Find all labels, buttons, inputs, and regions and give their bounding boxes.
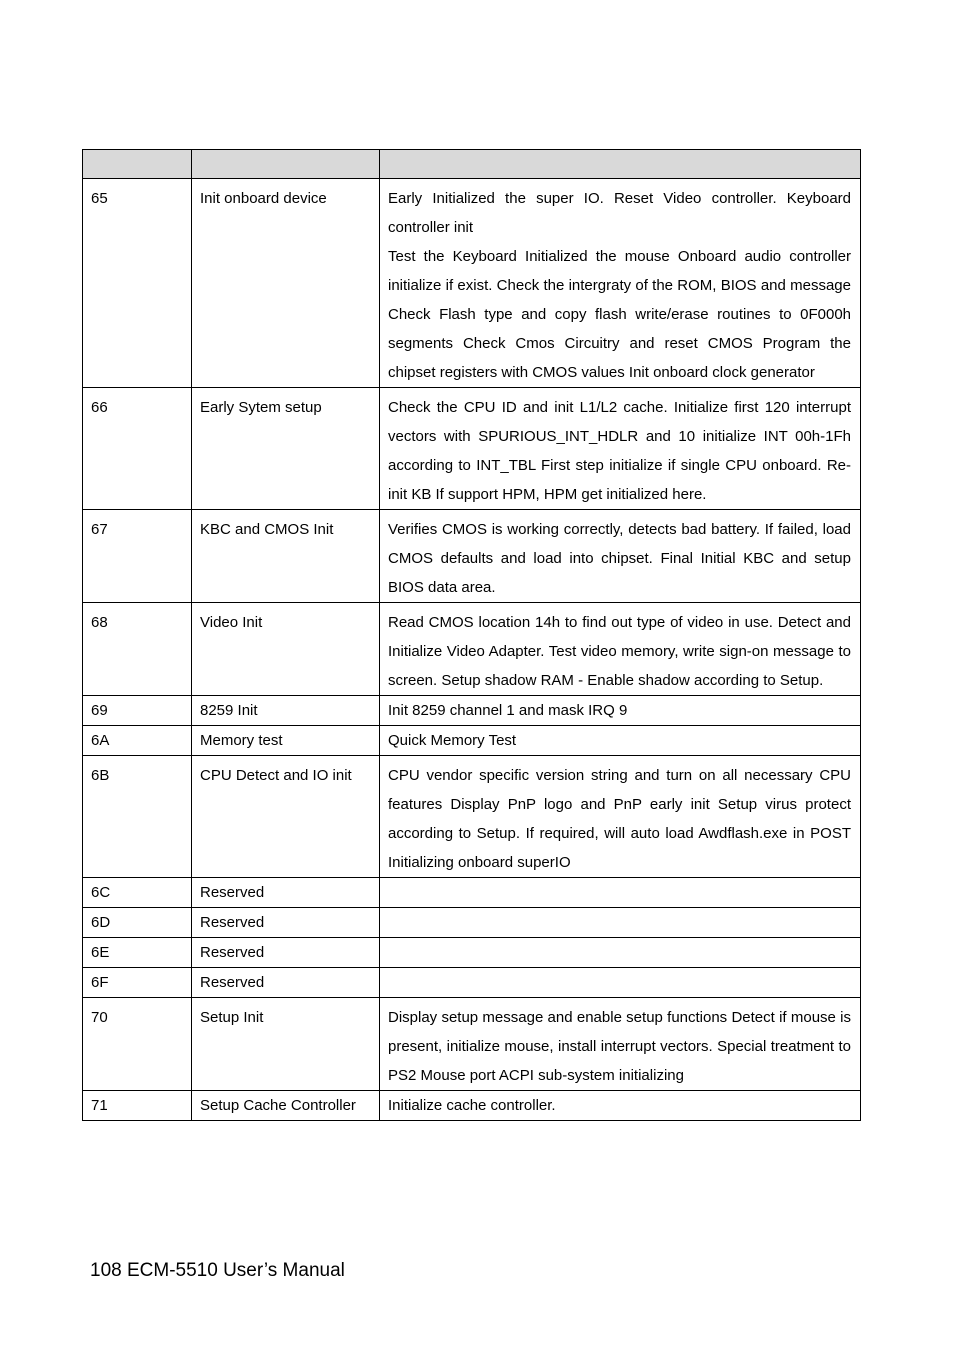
table-row: [83, 696, 861, 726]
post-description-cell: [380, 878, 861, 908]
post-name-cell: Setup Cache Controller: [192, 1091, 380, 1121]
post-code-cell: 68: [83, 603, 192, 696]
post-description-cell: [380, 696, 861, 726]
post-description-cell: [380, 938, 861, 968]
table-row: [83, 1091, 861, 1121]
table-row: [83, 603, 861, 696]
post-name-cell: Reserved: [192, 908, 380, 938]
table-row: [83, 388, 861, 510]
post-code-cell: 71: [83, 1091, 192, 1121]
post-name-cell: Reserved: [192, 878, 380, 908]
post-name-cell: Video Init: [192, 603, 380, 696]
post-code-cell: 70: [83, 998, 192, 1091]
post-name-cell: Reserved: [192, 968, 380, 998]
table-row: [83, 878, 861, 908]
post-description-cell: [380, 968, 861, 998]
post-description-cell: [380, 1091, 861, 1121]
table-row: [83, 938, 861, 968]
description-paragraph: Verifies CMOS is working correctly, detects bad battery. If failed, load CMOS defaults and load into chipset. Final Initial KBC and setup BIOS data area.: [388, 521, 851, 596]
description-paragraph: Init 8259 channel 1 and mask IRQ 9: [388, 702, 628, 719]
post-name-cell: Setup Init: [192, 998, 380, 1091]
post-description-cell: [380, 726, 861, 756]
post-code-cell: 69: [83, 696, 192, 726]
post-name-cell: CPU Detect and IO init: [192, 756, 380, 878]
post-code-cell: 6A: [83, 726, 192, 756]
post-name-cell: 8259 Init: [192, 696, 380, 726]
post-name-cell: Memory test: [192, 726, 380, 756]
post-name-cell: KBC and CMOS Init: [192, 510, 380, 603]
post-code-cell: 65: [83, 179, 192, 388]
post-code-table: [82, 149, 861, 1121]
table-row: [83, 179, 861, 388]
post-code-cell: 6D: [83, 908, 192, 938]
description-paragraph: Quick Memory Test: [388, 732, 517, 749]
table-row: [83, 510, 861, 603]
description-paragraph: Read CMOS location 14h to find out type of video in use. Detect and Initialize Video Adapter. Test video memory, write sign-on message to screen. Setup shadow RAM - Enable shadow according to Setup.: [388, 614, 851, 689]
table-row: [83, 756, 861, 878]
post-description-cell: [380, 388, 861, 510]
table-row: [83, 998, 861, 1091]
description-paragraph: Initialize cache controller.: [388, 1097, 556, 1114]
header-cell-code: [83, 150, 192, 179]
description-paragraph: CPU vendor specific version string and turn on all necessary CPU features Display PnP logo and PnP early init Setup virus protect according to Setup. If required, will auto load Awdflash.exe in POST Initializing onboard superIO: [388, 767, 851, 871]
header-cell-description: [380, 150, 861, 179]
table-body: [83, 179, 861, 1121]
page-footer: 108 ECM-5510 User’s Manual: [90, 1260, 345, 1281]
description-paragraph: Check the CPU ID and init L1/L2 cache. Initialize first 120 interrupt vectors with SPURIOUS_INT_HDLR and 10 initialize INT 00h-1Fh according to INT_TBL First step initialize if single CPU onboard. Re-init KB If support HPM, HPM get initialized here.: [388, 399, 851, 503]
description-paragraph: Test the Keyboard Initialized the mouse Onboard audio controller initialize if exist. Check the intergraty of the ROM, BIOS and message Check Flash type and copy flash write/erase routines to 0F000h segments Check Cmos Circuitry and reset CMOS Program the chipset registers with CMOS values Init onboard clock generator: [388, 248, 851, 381]
post-code-cell: 66: [83, 388, 192, 510]
post-description-cell: [380, 603, 861, 696]
post-description-cell: [380, 998, 861, 1091]
post-description-cell: [380, 510, 861, 603]
post-code-cell: 6B: [83, 756, 192, 878]
post-name-cell: Early Sytem setup: [192, 388, 380, 510]
post-description-cell: [380, 756, 861, 878]
post-description-cell: [380, 179, 861, 388]
description-paragraph: Display setup message and enable setup functions Detect if mouse is present, initialize mouse, install interrupt vectors. Special treatment to PS2 Mouse port ACPI sub-system initializing: [388, 1009, 851, 1084]
description-paragraph: Early Initialized the super IO. Reset Video controller. Keyboard controller init: [388, 190, 851, 236]
table-row: [83, 968, 861, 998]
post-code-cell: 6C: [83, 878, 192, 908]
table-row: [83, 726, 861, 756]
post-name-cell: Reserved: [192, 938, 380, 968]
table-header-row: [83, 150, 861, 179]
header-cell-name: [192, 150, 380, 179]
table-row: [83, 908, 861, 938]
post-code-cell: 67: [83, 510, 192, 603]
post-description-cell: [380, 908, 861, 938]
post-code-cell: 6E: [83, 938, 192, 968]
post-code-cell: 6F: [83, 968, 192, 998]
post-name-cell: Init onboard device: [192, 179, 380, 388]
